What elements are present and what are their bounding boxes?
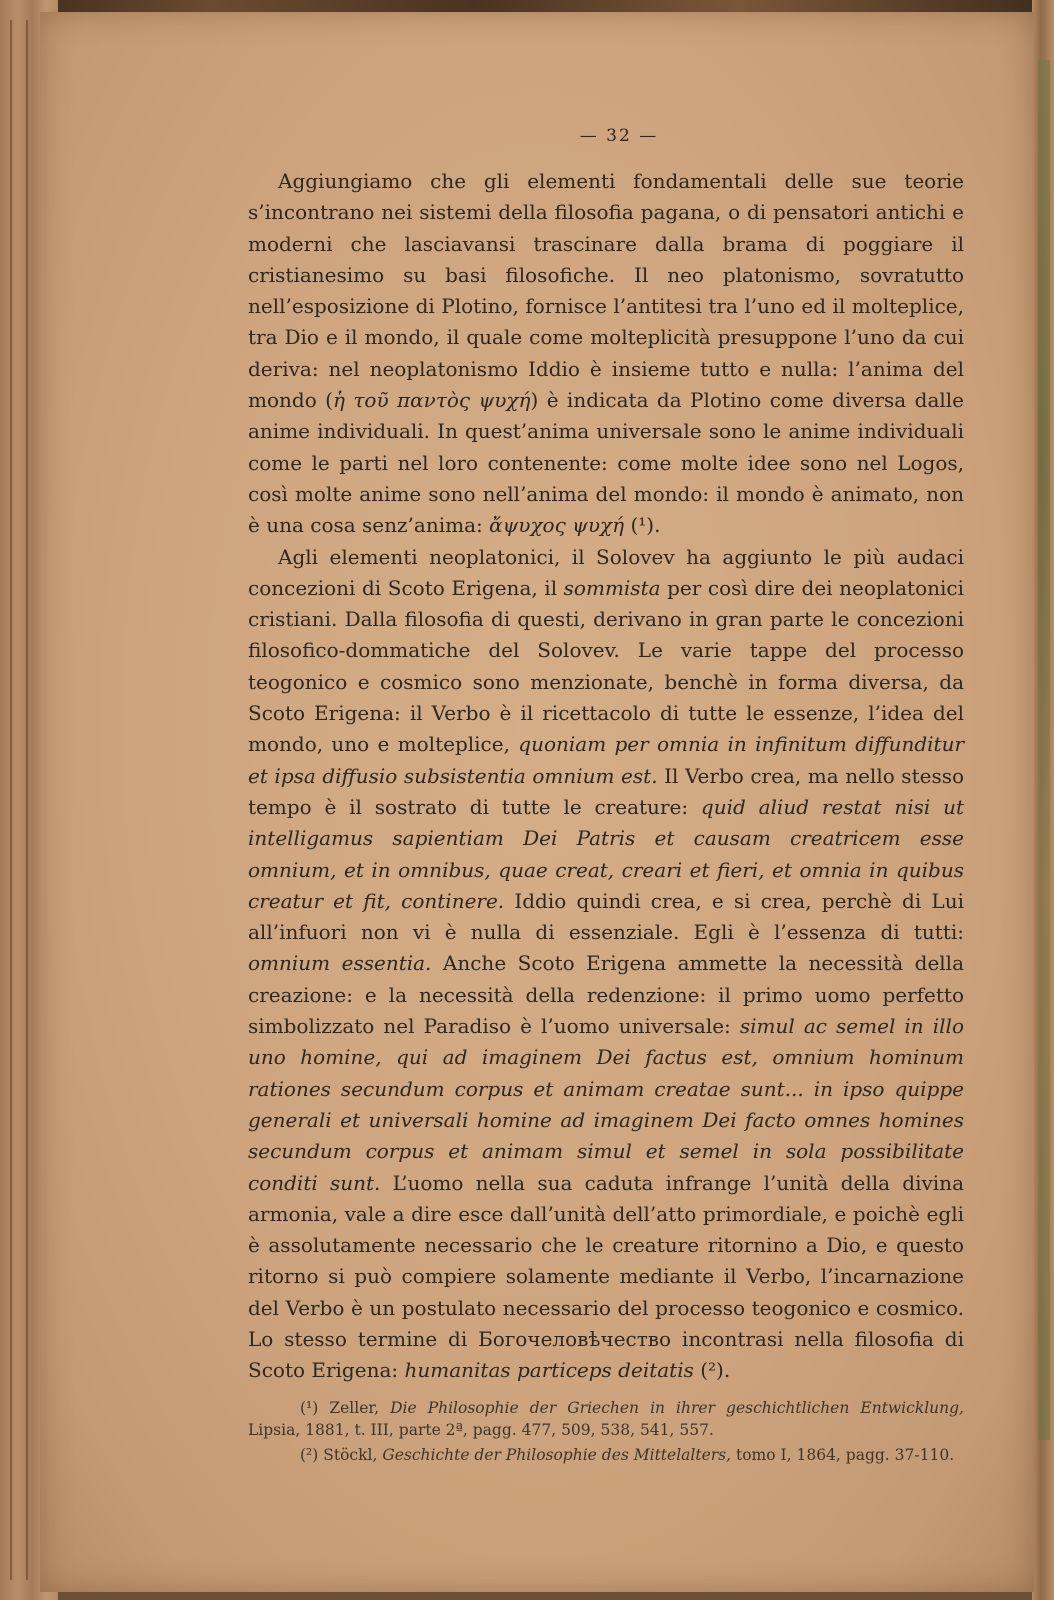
italic-run: sommista <box>563 575 661 600</box>
text-run: Lipsia, 1881, t. III, parte 2ª, pagg. 477, 509, 538, 541, 557. <box>248 1420 714 1439</box>
text-run: (²) Stöckl, <box>300 1445 383 1464</box>
italic-run: simul ac semel in illo uno homine, qui ad imaginem Dei factus est, omnium hominum rationes secundum corpus et animam creatae sunt... in ipso quippe generali et universali homine ad imaginem Dei facto omnes homines secundum corpus et animam simul et semel in sola possibilitate conditi sunt. <box>248 1014 964 1195</box>
text-run: Il Verbo crea, ma nello stesso tempo è il sostrato di tutte le creature: <box>248 763 965 819</box>
page-number: — 32 — <box>579 126 659 146</box>
italic-run: quoniam per omnia in infinitum diffunditur et ipsa diffusio subsistentia omnium est. <box>248 732 965 788</box>
page-edge-tab <box>1038 60 1050 1440</box>
footnote <box>248 1397 964 1441</box>
italic-run: ἄψυχος ψυχή <box>489 513 625 538</box>
binding-line <box>26 20 28 1580</box>
italic-run: Die Philosophie der Griechen in ihrer geschichtlichen Entwicklung, <box>390 1398 964 1417</box>
text-run: (¹) Zeller, <box>300 1398 391 1417</box>
italic-run: humanitas particeps deitatis <box>404 1358 694 1383</box>
text-run: per così dire dei neoplatonici cristiani. Dalla filosofia di questi, derivano in gran parte le concezioni filosofico-dommatiche del Solovev. Le varie tappe del processo teogonico e cosmico sono menzionate, benchè in forma diversa, da Scoto Erigena: il Verbo è il ricettacolo di tutte le essenze, l’idea del mondo, uno e molteplice, <box>248 575 964 757</box>
paragraph <box>248 542 964 1387</box>
page-right-edge <box>1032 0 1054 1600</box>
footnote <box>248 1444 964 1466</box>
italic-run: omnium essentia. <box>248 951 432 976</box>
italic-run: quid aliud restat nisi ut intelligamus sapientiam Dei Patris et causam creatricem esse omnium, et in omnibus, quae creat, creari et fieri, et omnia in quibus creatur et fit, continere. <box>248 794 964 913</box>
text-run: (²). <box>693 1358 731 1383</box>
text-run: Aggiungiamo che gli elementi fondamentali delle sue teorie s’incontrano nei sistemi della filosofia pagana, o di pensatori antichi e moderni che lasciavansi trascinare dalla brama di poggiare il cristianesimo su basi filosofiche. Il neo platonismo, sovratutto nell’esposizione di Plotino, fornisce l’antitesi tra l’uno ed il molteplice, tra Dio e il mondo, il quale come molteplicità presuppone l’uno da cui deriva: nel neoplatonismo Iddio è insieme tutto e nulla: l’anima del mondo ( <box>248 169 964 413</box>
paragraph <box>248 166 964 542</box>
text-run: (¹). <box>624 513 661 538</box>
text-run: Agli elementi neoplatonici, il Solovev ha aggiunto le più audaci concezioni di Scoto Erigena, il <box>248 544 964 600</box>
binding-line <box>10 20 12 1580</box>
page-text <box>248 126 964 1469</box>
text-run: ) è indicata da Plotino come diversa dalle anime individuali. In quest’anima universale sono le anime individuali come le parti nel loro contenente: come molte idee sono nel Logos, così molte anime sono nell’anima del mondo: il mondo è animato, non è una cosa senz’anima: <box>248 388 964 538</box>
footnotes <box>248 1397 964 1466</box>
italic-run: Geschichte der Philosophie des Mittelalters, <box>382 1445 732 1464</box>
text-run: tomo I, 1864, pagg. 37-110. <box>731 1445 955 1464</box>
text-run: Anche Scoto Erigena ammette la necessità della creazione: e la necessità della redenzione: il primo uomo perfetto simbolizzato nel Paradiso è l’uomo universale: <box>248 951 965 1039</box>
text-run: Iddio quindi crea, e si crea, perchè di Lui all’infuori non vi è nulla di essenziale. Egli è l’essenza di tutti: <box>248 888 964 945</box>
text-run: L’uomo nella sua caduta infrange l’unità della divina armonia, vale a dire esce dall’unità dell’atto primordiale, e poichè egli è assolutamente necessario che le creature ritornino a Dio, e questo ritorno si può compiere solamente mediante il Verbo, l’incarnazione del Verbo è un postulato necessario del processo teogonico e cosmico. Lo stesso termine di Богочеловѣчество incontrasi nella filosofia di Scoto Erigena: <box>248 1170 964 1383</box>
italic-run: ἡ τοῦ παντὸς ψυχή <box>332 388 531 413</box>
